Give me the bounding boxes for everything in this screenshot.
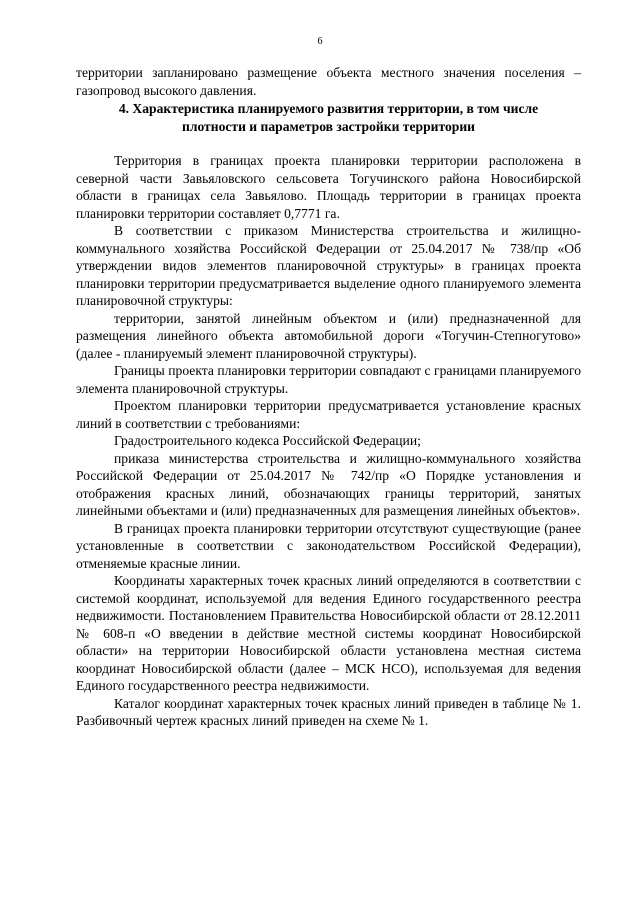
paragraph-urban-planning-code: Градостроительного кодекса Российской Федерации; bbox=[114, 433, 421, 448]
spacer bbox=[76, 135, 581, 152]
paragraph-boundaries: Границы проекта планировки территории совпадают с границами планируемого элемента планировочной структуры. bbox=[76, 363, 581, 396]
intro-line-1: территории запланировано размещение объекта местного значения поселения – bbox=[76, 65, 581, 80]
paragraph-linear-object: территории, занятой линейным объектом и (или) предназначенной для размещения линейного объекта автомобильной дороги «Тогучин-Степногутово» (далее - планируемый элемент планировочной структуры). bbox=[76, 310, 581, 361]
paragraph-territory-location: Территория в границах проекта планировки территории расположена в северной части Завьяловского сельсовета Тогучинского района Новосибирской области в границах села Завьялово. Площадь территории в границах проекта планировки территории составляет 0,7771 га. bbox=[76, 153, 581, 221]
section-heading bbox=[76, 100, 581, 135]
paragraph-red-lines-requirements: Проектом планировки территории предусматривается установление красных линий в соответствии с требованиями: bbox=[76, 398, 581, 431]
paragraph-no-existing-red-lines: В границах проекта планировки территории отсутствуют существующие (ранее установленные в соответствии с законодательством Российской Федерации), отменяемые красные линии. bbox=[76, 520, 581, 571]
paragraph-catalog-reference: Каталог координат характерных точек красных линий приведен в таблице № 1. Разбивочный чертеж красных линий приведен на схеме № 1. bbox=[76, 695, 581, 728]
section-heading-line-1: 4. Характеристика планируемого развития территории, в том числе bbox=[118, 101, 539, 116]
paragraph-order-738: В соответствии с приказом Министерства строительства и жилищно-коммунального хозяйства Российской Федерации от 25.04.2017 № 738/пр «Об утверждении видов элементов планировочной структуры» в границах проекта планировки территории предусматривается выделение одного планируемого элемента планировочной структуры: bbox=[76, 223, 581, 308]
page-number: 6 bbox=[317, 36, 323, 47]
intro-line-2: газопровод высокого давления. bbox=[76, 82, 257, 98]
section-heading-line-2: плотности и параметров застройки территории bbox=[181, 118, 475, 134]
paragraph-coordinate-system: Координаты характерных точек красных линий определяются в соответствии с системой координат, используемой для ведения Единого государственного реестра недвижимости. Постановлением Правительства Новосибирской области от 28.12.2011 № 608-п «О введении в действие местной системы координат Новосибирской области» на территории Новосибирской области установлена местная система координат Новосибирской области (далее – МСК НСО), используемая для ведения Единого государственного реестра недвижимости. bbox=[76, 573, 581, 693]
page-content bbox=[76, 64, 581, 730]
paragraph-order-742: приказа министерства строительства и жилищно-коммунального хозяйства Российской Федерации от 25.04.2017 № 742/пр «О Порядке установления и отображения красных линий, обозначающих границы территорий, занятых линейными объектами и (или) предназначенных для размещения линейных объектов». bbox=[76, 450, 581, 518]
